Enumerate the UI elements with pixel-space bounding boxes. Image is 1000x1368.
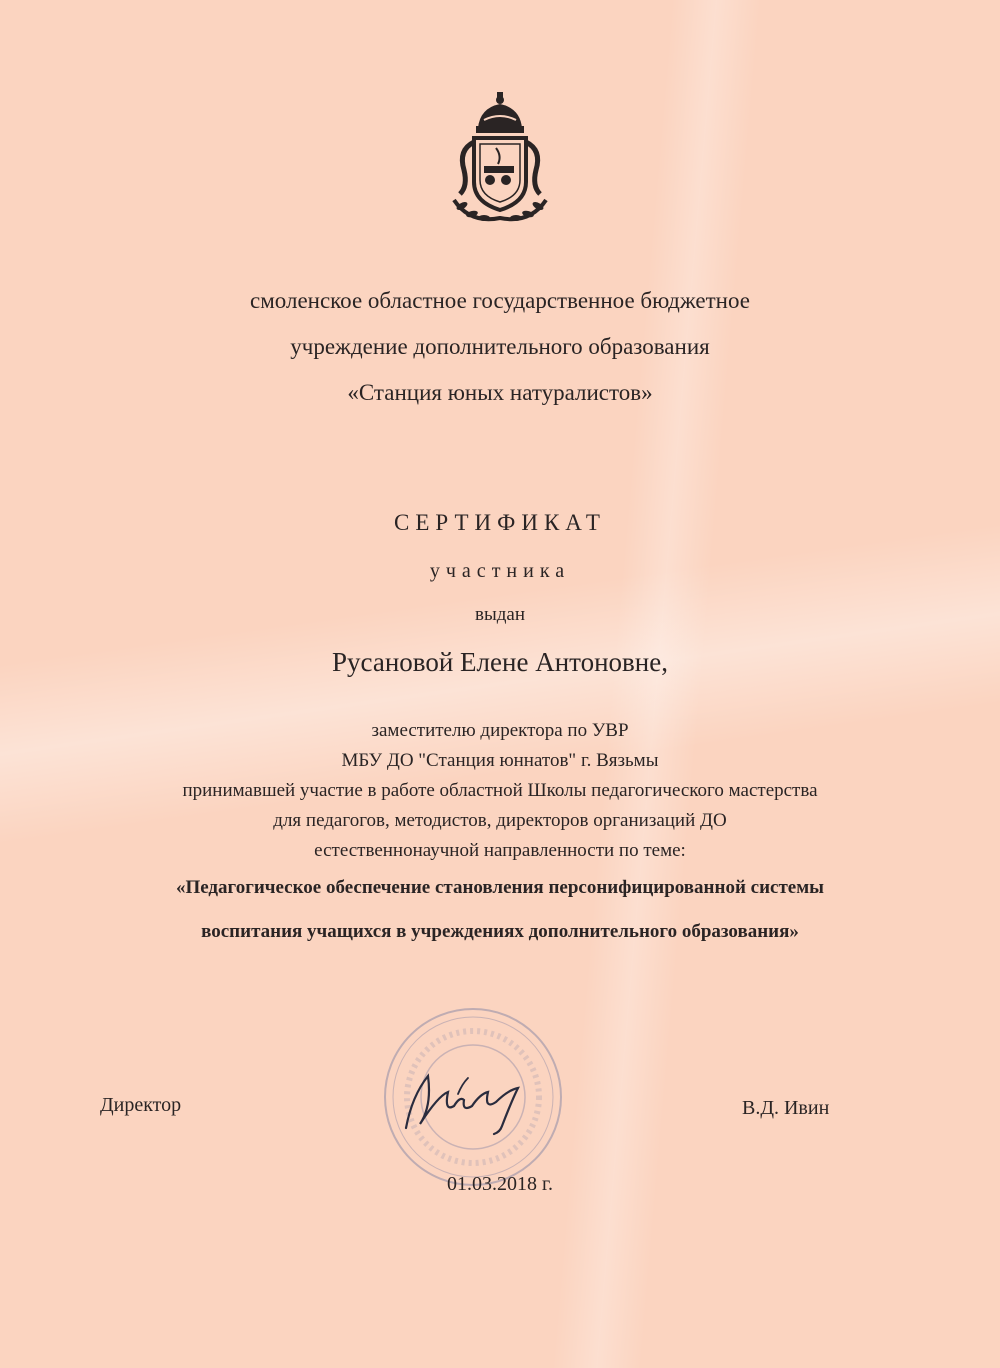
theme-title xyxy=(0,866,1000,954)
issued-label: выдан xyxy=(474,604,525,625)
director-position: Директор xyxy=(100,1094,182,1116)
certificate-subtitle: участника xyxy=(429,560,571,582)
recipient-details xyxy=(0,716,1000,866)
recipient-name: Русановой Елене Антоновне, xyxy=(332,647,668,677)
certificate-title: СЕРТИФИКАТ xyxy=(394,510,606,535)
organization-name xyxy=(0,278,1000,416)
details-line: МБУ ДО "Станция юннатов" г. Вязьмы xyxy=(341,750,659,771)
organization-line: смоленское областное государственное бюджетное xyxy=(250,288,750,313)
organization-line: «Станция юных натуралистов» xyxy=(347,380,653,405)
director-name: В.Д. Ивин xyxy=(742,1097,830,1119)
details-line: заместителю директора по УВР xyxy=(371,720,629,741)
theme-line: воспитания учащихся в учреждениях дополнительного образования» xyxy=(201,921,799,942)
coat-of-arms-emblem xyxy=(440,90,560,230)
details-line: для педагогов, методистов, директоров организаций ДО xyxy=(273,810,727,831)
issue-date: 01.03.2018 г. xyxy=(447,1173,553,1195)
organization-line: учреждение дополнительного образования xyxy=(290,334,710,359)
theme-line: «Педагогическое обеспечение становления персонифицированной системы xyxy=(175,877,825,898)
details-line: естественнонаучной направленности по теме: xyxy=(314,840,686,861)
director-signature xyxy=(398,1066,548,1136)
details-line: принимавшей участие в работе областной Школы педагогического мастерства xyxy=(182,780,818,801)
